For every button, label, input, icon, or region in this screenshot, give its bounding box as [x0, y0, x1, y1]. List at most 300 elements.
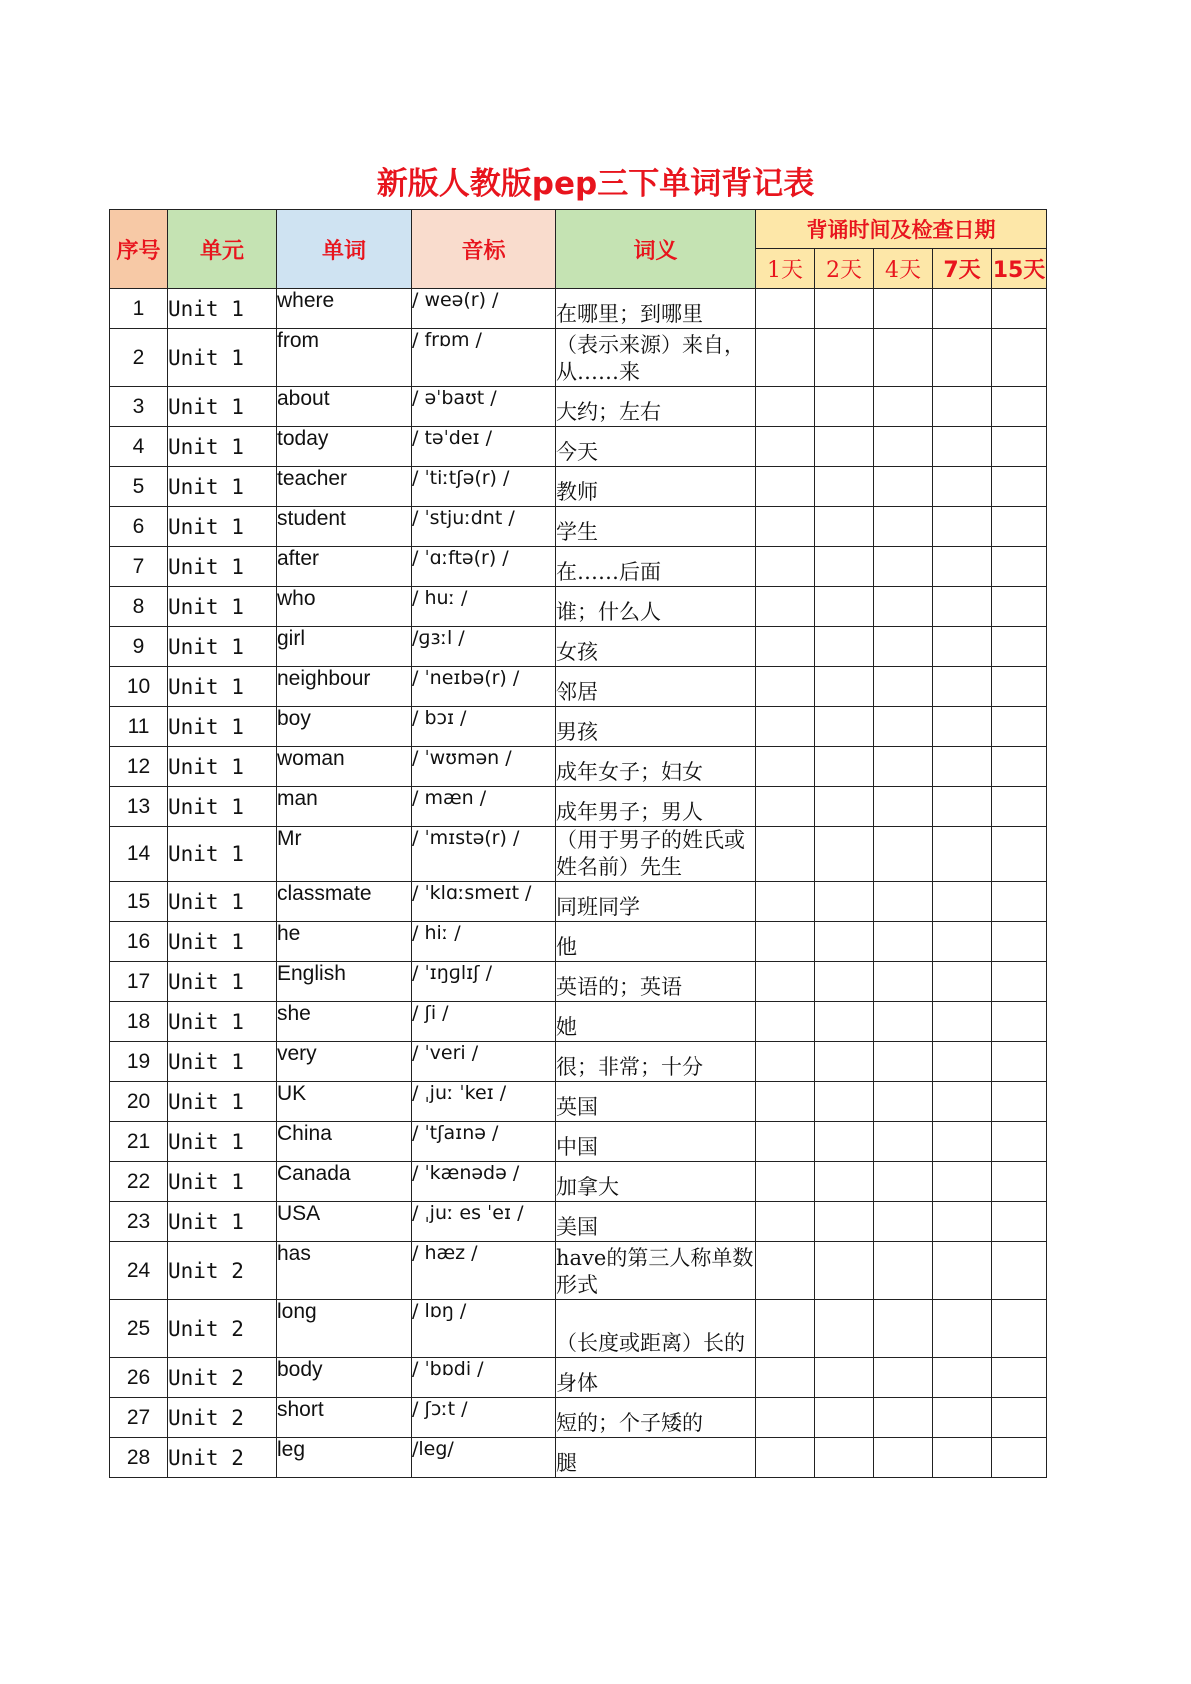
review-check-cell[interactable] [933, 1162, 992, 1202]
review-check-cell[interactable] [756, 387, 815, 427]
row-meaning: 短的；个子矮的 [556, 1398, 756, 1438]
row-number: 5 [110, 467, 168, 507]
review-check-cell[interactable] [815, 1122, 874, 1162]
row-unit: Unit 2 [168, 1242, 277, 1300]
row-phonetic: / ʃɔːt / [412, 1398, 556, 1438]
row-number: 10 [110, 667, 168, 707]
row-meaning: （长度或距离）长的 [556, 1300, 756, 1358]
row-phonetic: / ˈɑːftə(r) / [412, 547, 556, 587]
header-day-2: 2天 [815, 249, 874, 289]
table-row [110, 427, 1047, 467]
row-phonetic: / ˌjuː ˈkeɪ / [412, 1082, 556, 1122]
row-number: 2 [110, 329, 168, 387]
row-phonetic: / ˈɪŋɡlɪʃ / [412, 962, 556, 1002]
row-meaning: 男孩 [556, 707, 756, 747]
row-number: 4 [110, 427, 168, 467]
review-check-cell[interactable] [874, 289, 933, 329]
review-check-cell[interactable] [933, 507, 992, 547]
header-unit: 单元 [168, 210, 277, 289]
row-number: 9 [110, 627, 168, 667]
row-phonetic: / bɔɪ / [412, 707, 556, 747]
review-check-cell[interactable] [874, 1398, 933, 1438]
review-check-cell[interactable] [756, 882, 815, 922]
row-meaning: 腿 [556, 1438, 756, 1478]
row-meaning: 学生 [556, 507, 756, 547]
row-meaning: 他 [556, 922, 756, 962]
review-check-cell[interactable] [815, 387, 874, 427]
row-word: about [277, 387, 412, 427]
review-check-cell[interactable] [756, 507, 815, 547]
table-row [110, 667, 1047, 707]
row-number: 20 [110, 1082, 168, 1122]
review-check-cell[interactable] [815, 1042, 874, 1082]
row-phonetic: / ˈstjuːdnt / [412, 507, 556, 547]
review-check-cell[interactable] [933, 547, 992, 587]
row-unit: Unit 1 [168, 387, 277, 427]
row-meaning: have的第三人称单数形式 [556, 1242, 756, 1300]
table-row [110, 922, 1047, 962]
review-check-cell[interactable] [874, 1082, 933, 1122]
review-check-cell[interactable] [815, 1002, 874, 1042]
review-check-cell[interactable] [933, 922, 992, 962]
review-check-cell[interactable] [992, 1002, 1047, 1042]
review-check-cell[interactable] [815, 787, 874, 827]
review-check-cell[interactable] [756, 1202, 815, 1242]
vocab-rows [110, 289, 1047, 1478]
review-check-cell[interactable] [992, 1242, 1047, 1300]
review-check-cell[interactable] [933, 1438, 992, 1478]
row-word: who [277, 587, 412, 627]
review-check-cell[interactable] [992, 747, 1047, 787]
review-check-cell[interactable] [933, 962, 992, 1002]
review-check-cell[interactable] [933, 1300, 992, 1358]
review-check-cell[interactable] [874, 922, 933, 962]
row-word: student [277, 507, 412, 547]
table-row [110, 1398, 1047, 1438]
review-check-cell[interactable] [815, 547, 874, 587]
row-word: teacher [277, 467, 412, 507]
row-number: 26 [110, 1358, 168, 1398]
page-title: 新版人教版pep三下单词背记表 [376, 166, 815, 202]
review-check-cell[interactable] [756, 1242, 815, 1300]
table-row [110, 962, 1047, 1002]
row-word: she [277, 1002, 412, 1042]
row-phonetic: / ˈklɑːsmeɪt / [412, 882, 556, 922]
row-phonetic: / huː / [412, 587, 556, 627]
row-number: 28 [110, 1438, 168, 1478]
row-unit: Unit 1 [168, 1082, 277, 1122]
review-check-cell[interactable] [992, 827, 1047, 882]
review-check-cell[interactable] [874, 667, 933, 707]
header-phonetic: 音标 [412, 210, 556, 289]
row-word: leg [277, 1438, 412, 1478]
review-check-cell[interactable] [933, 1002, 992, 1042]
row-meaning: 教师 [556, 467, 756, 507]
row-meaning: 英国 [556, 1082, 756, 1122]
review-check-cell[interactable] [992, 882, 1047, 922]
row-phonetic: /leg/ [412, 1438, 556, 1478]
row-unit: Unit 1 [168, 787, 277, 827]
review-check-cell[interactable] [874, 1002, 933, 1042]
table-row [110, 707, 1047, 747]
review-check-cell[interactable] [756, 587, 815, 627]
review-check-cell[interactable] [756, 627, 815, 667]
review-check-cell[interactable] [815, 1438, 874, 1478]
table-row [110, 329, 1047, 387]
row-meaning: 很；非常；十分 [556, 1042, 756, 1082]
table-row [110, 507, 1047, 547]
row-unit: Unit 1 [168, 1122, 277, 1162]
review-check-cell[interactable] [815, 1082, 874, 1122]
row-unit: Unit 1 [168, 882, 277, 922]
row-number: 18 [110, 1002, 168, 1042]
table-row [110, 627, 1047, 667]
review-check-cell[interactable] [815, 289, 874, 329]
row-phonetic: / ˈmɪstə(r) / [412, 827, 556, 882]
row-meaning: 大约；左右 [556, 387, 756, 427]
review-check-cell[interactable] [815, 467, 874, 507]
row-unit: Unit 1 [168, 747, 277, 787]
row-word: has [277, 1242, 412, 1300]
row-phonetic: / frɒm / [412, 329, 556, 387]
review-check-cell[interactable] [756, 1358, 815, 1398]
row-unit: Unit 2 [168, 1358, 277, 1398]
row-word: boy [277, 707, 412, 747]
row-meaning: 在哪里；到哪里 [556, 289, 756, 329]
row-phonetic: / hæz / [412, 1242, 556, 1300]
review-check-cell[interactable] [874, 882, 933, 922]
table-row [110, 1358, 1047, 1398]
row-word: he [277, 922, 412, 962]
row-number: 15 [110, 882, 168, 922]
row-number: 1 [110, 289, 168, 329]
review-check-cell[interactable] [756, 1162, 815, 1202]
row-meaning: 英语的；英语 [556, 962, 756, 1002]
row-number: 17 [110, 962, 168, 1002]
review-check-cell[interactable] [992, 962, 1047, 1002]
review-check-cell[interactable] [815, 882, 874, 922]
review-check-cell[interactable] [756, 962, 815, 1002]
row-word: man [277, 787, 412, 827]
table-row [110, 1202, 1047, 1242]
row-meaning: 美国 [556, 1202, 756, 1242]
row-number: 14 [110, 827, 168, 882]
review-check-cell[interactable] [992, 547, 1047, 587]
review-check-cell[interactable] [756, 1082, 815, 1122]
review-check-cell[interactable] [815, 962, 874, 1002]
row-unit: Unit 1 [168, 547, 277, 587]
header-day-4: 4天 [874, 249, 933, 289]
review-check-cell[interactable] [933, 667, 992, 707]
row-meaning: 她 [556, 1002, 756, 1042]
row-meaning: 在……后面 [556, 547, 756, 587]
review-check-cell[interactable] [756, 1438, 815, 1478]
row-phonetic: / weə(r) / [412, 289, 556, 329]
review-check-cell[interactable] [874, 707, 933, 747]
review-check-cell[interactable] [933, 467, 992, 507]
review-check-cell[interactable] [992, 1300, 1047, 1358]
row-word: Canada [277, 1162, 412, 1202]
row-phonetic: / ʃi / [412, 1002, 556, 1042]
table-row [110, 827, 1047, 882]
review-check-cell[interactable] [815, 627, 874, 667]
review-check-cell[interactable] [756, 467, 815, 507]
row-unit: Unit 1 [168, 1042, 277, 1082]
review-check-cell[interactable] [815, 1358, 874, 1398]
review-check-cell[interactable] [992, 1358, 1047, 1398]
row-word: English [277, 962, 412, 1002]
review-check-cell[interactable] [874, 587, 933, 627]
row-meaning: 成年男子；男人 [556, 787, 756, 827]
review-check-cell[interactable] [933, 427, 992, 467]
review-check-cell[interactable] [992, 1202, 1047, 1242]
review-check-cell[interactable] [874, 1358, 933, 1398]
row-phonetic: / mæn / [412, 787, 556, 827]
review-check-cell[interactable] [992, 1042, 1047, 1082]
row-phonetic: / ˌjuː es ˈeɪ / [412, 1202, 556, 1242]
review-check-cell[interactable] [756, 1002, 815, 1042]
header-day-7: 7天 [933, 249, 992, 289]
row-number: 21 [110, 1122, 168, 1162]
vocab-table [109, 209, 1047, 1478]
row-phonetic: / lɒŋ / [412, 1300, 556, 1358]
review-check-cell[interactable] [992, 1398, 1047, 1438]
row-phonetic: / əˈbaʊt / [412, 387, 556, 427]
review-check-cell[interactable] [815, 1242, 874, 1300]
review-check-cell[interactable] [874, 1042, 933, 1082]
row-word: today [277, 427, 412, 467]
row-unit: Unit 1 [168, 289, 277, 329]
review-check-cell[interactable] [815, 707, 874, 747]
review-check-cell[interactable] [992, 787, 1047, 827]
review-check-cell[interactable] [815, 1162, 874, 1202]
table-row [110, 1300, 1047, 1358]
row-phonetic: / ˈtiːtʃə(r) / [412, 467, 556, 507]
row-unit: Unit 1 [168, 587, 277, 627]
table-row [110, 289, 1047, 329]
review-check-cell[interactable] [815, 827, 874, 882]
review-check-cell[interactable] [933, 1122, 992, 1162]
review-check-cell[interactable] [874, 1122, 933, 1162]
row-unit: Unit 1 [168, 427, 277, 467]
row-number: 7 [110, 547, 168, 587]
row-unit: Unit 1 [168, 1002, 277, 1042]
review-check-cell[interactable] [874, 1300, 933, 1358]
review-check-cell[interactable] [933, 1242, 992, 1300]
review-check-cell[interactable] [933, 1358, 992, 1398]
review-check-cell[interactable] [933, 627, 992, 667]
review-check-cell[interactable] [815, 329, 874, 387]
row-unit: Unit 1 [168, 667, 277, 707]
review-check-cell[interactable] [756, 1122, 815, 1162]
row-number: 3 [110, 387, 168, 427]
row-phonetic: / ˈwʊmən / [412, 747, 556, 787]
row-word: woman [277, 747, 412, 787]
review-check-cell[interactable] [756, 1300, 815, 1358]
review-check-cell[interactable] [815, 747, 874, 787]
row-phonetic: / ˈveri / [412, 1042, 556, 1082]
review-check-cell[interactable] [933, 1082, 992, 1122]
review-check-cell[interactable] [756, 289, 815, 329]
review-check-cell[interactable] [874, 467, 933, 507]
review-check-cell[interactable] [874, 747, 933, 787]
review-check-cell[interactable] [992, 427, 1047, 467]
review-check-cell[interactable] [992, 507, 1047, 547]
review-check-cell[interactable] [815, 922, 874, 962]
row-meaning: 中国 [556, 1122, 756, 1162]
review-check-cell[interactable] [933, 707, 992, 747]
row-unit: Unit 1 [168, 922, 277, 962]
row-unit: Unit 1 [168, 827, 277, 882]
row-word: where [277, 289, 412, 329]
row-phonetic: / hiː / [412, 922, 556, 962]
review-check-cell[interactable] [874, 787, 933, 827]
review-check-cell[interactable] [992, 1438, 1047, 1478]
row-meaning: 女孩 [556, 627, 756, 667]
row-phonetic: / ˈtʃaɪnə / [412, 1122, 556, 1162]
review-check-cell[interactable] [874, 627, 933, 667]
review-check-cell[interactable] [933, 329, 992, 387]
row-word: girl [277, 627, 412, 667]
review-check-cell[interactable] [756, 547, 815, 587]
row-word: long [277, 1300, 412, 1358]
row-meaning: 同班同学 [556, 882, 756, 922]
review-check-cell[interactable] [874, 547, 933, 587]
review-check-cell[interactable] [756, 427, 815, 467]
table-row [110, 1042, 1047, 1082]
row-unit: Unit 1 [168, 467, 277, 507]
review-check-cell[interactable] [874, 1202, 933, 1242]
row-unit: Unit 2 [168, 1438, 277, 1478]
review-check-cell[interactable] [992, 627, 1047, 667]
row-word: classmate [277, 882, 412, 922]
review-check-cell[interactable] [992, 587, 1047, 627]
row-word: body [277, 1358, 412, 1398]
review-check-cell[interactable] [992, 1162, 1047, 1202]
table-row [110, 387, 1047, 427]
review-check-cell[interactable] [756, 1398, 815, 1438]
review-check-cell[interactable] [933, 882, 992, 922]
row-word: Mr [277, 827, 412, 882]
table-row [110, 1082, 1047, 1122]
row-number: 19 [110, 1042, 168, 1082]
row-meaning: 身体 [556, 1358, 756, 1398]
review-check-cell[interactable] [874, 962, 933, 1002]
row-unit: Unit 1 [168, 329, 277, 387]
row-number: 25 [110, 1300, 168, 1358]
review-check-cell[interactable] [874, 1242, 933, 1300]
review-check-cell[interactable] [874, 329, 933, 387]
review-check-cell[interactable] [933, 787, 992, 827]
review-check-cell[interactable] [874, 1438, 933, 1478]
review-check-cell[interactable] [815, 667, 874, 707]
row-meaning: （表示来源）来自，从……来 [556, 329, 756, 387]
review-check-cell[interactable] [992, 1082, 1047, 1122]
review-check-cell[interactable] [756, 707, 815, 747]
review-check-cell[interactable] [756, 1042, 815, 1082]
row-phonetic: / ˈkænədə / [412, 1162, 556, 1202]
review-check-cell[interactable] [933, 1202, 992, 1242]
row-number: 16 [110, 922, 168, 962]
review-check-cell[interactable] [933, 289, 992, 329]
header-seq: 序号 [110, 210, 168, 289]
review-check-cell[interactable] [815, 427, 874, 467]
row-number: 13 [110, 787, 168, 827]
table-row [110, 587, 1047, 627]
review-check-cell[interactable] [874, 507, 933, 547]
table-row [110, 787, 1047, 827]
row-unit: Unit 1 [168, 627, 277, 667]
row-unit: Unit 1 [168, 707, 277, 747]
review-check-cell[interactable] [756, 667, 815, 707]
review-check-cell[interactable] [933, 827, 992, 882]
table-row [110, 1002, 1047, 1042]
row-meaning: 谁；什么人 [556, 587, 756, 627]
review-check-cell[interactable] [992, 707, 1047, 747]
review-check-cell[interactable] [933, 1042, 992, 1082]
review-check-cell[interactable] [992, 667, 1047, 707]
row-unit: Unit 1 [168, 1162, 277, 1202]
row-number: 6 [110, 507, 168, 547]
row-number: 8 [110, 587, 168, 627]
row-meaning: （用于男子的姓氏或姓名前）先生 [556, 827, 756, 882]
row-unit: Unit 1 [168, 962, 277, 1002]
review-check-cell[interactable] [815, 1300, 874, 1358]
table-row [110, 882, 1047, 922]
review-check-cell[interactable] [815, 1398, 874, 1438]
review-check-cell[interactable] [874, 1162, 933, 1202]
review-check-cell[interactable] [756, 329, 815, 387]
review-check-cell[interactable] [874, 387, 933, 427]
row-word: very [277, 1042, 412, 1082]
row-phonetic: / ˈneɪbə(r) / [412, 667, 556, 707]
review-check-cell[interactable] [933, 387, 992, 427]
review-check-cell[interactable] [992, 289, 1047, 329]
row-word: from [277, 329, 412, 387]
review-check-cell[interactable] [874, 827, 933, 882]
row-meaning: 今天 [556, 427, 756, 467]
review-check-cell[interactable] [756, 787, 815, 827]
review-check-cell[interactable] [992, 467, 1047, 507]
row-word: China [277, 1122, 412, 1162]
review-check-cell[interactable] [756, 747, 815, 787]
review-check-cell[interactable] [756, 827, 815, 882]
review-check-cell[interactable] [756, 922, 815, 962]
review-check-cell[interactable] [815, 1202, 874, 1242]
review-check-cell[interactable] [874, 427, 933, 467]
review-check-cell[interactable] [815, 507, 874, 547]
header-meaning: 词义 [556, 210, 756, 289]
review-check-cell[interactable] [992, 387, 1047, 427]
review-check-cell[interactable] [933, 587, 992, 627]
review-check-cell[interactable] [933, 747, 992, 787]
review-check-cell[interactable] [992, 1122, 1047, 1162]
row-phonetic: / ˈbɒdi / [412, 1358, 556, 1398]
review-check-cell[interactable] [815, 587, 874, 627]
row-phonetic: /ɡɜːl / [412, 627, 556, 667]
row-number: 12 [110, 747, 168, 787]
row-word: after [277, 547, 412, 587]
row-unit: Unit 2 [168, 1398, 277, 1438]
table-row [110, 547, 1047, 587]
review-check-cell[interactable] [933, 1398, 992, 1438]
row-number: 11 [110, 707, 168, 747]
row-meaning: 加拿大 [556, 1162, 756, 1202]
review-check-cell[interactable] [992, 922, 1047, 962]
review-check-cell[interactable] [992, 329, 1047, 387]
row-word: UK [277, 1082, 412, 1122]
table-row [110, 747, 1047, 787]
